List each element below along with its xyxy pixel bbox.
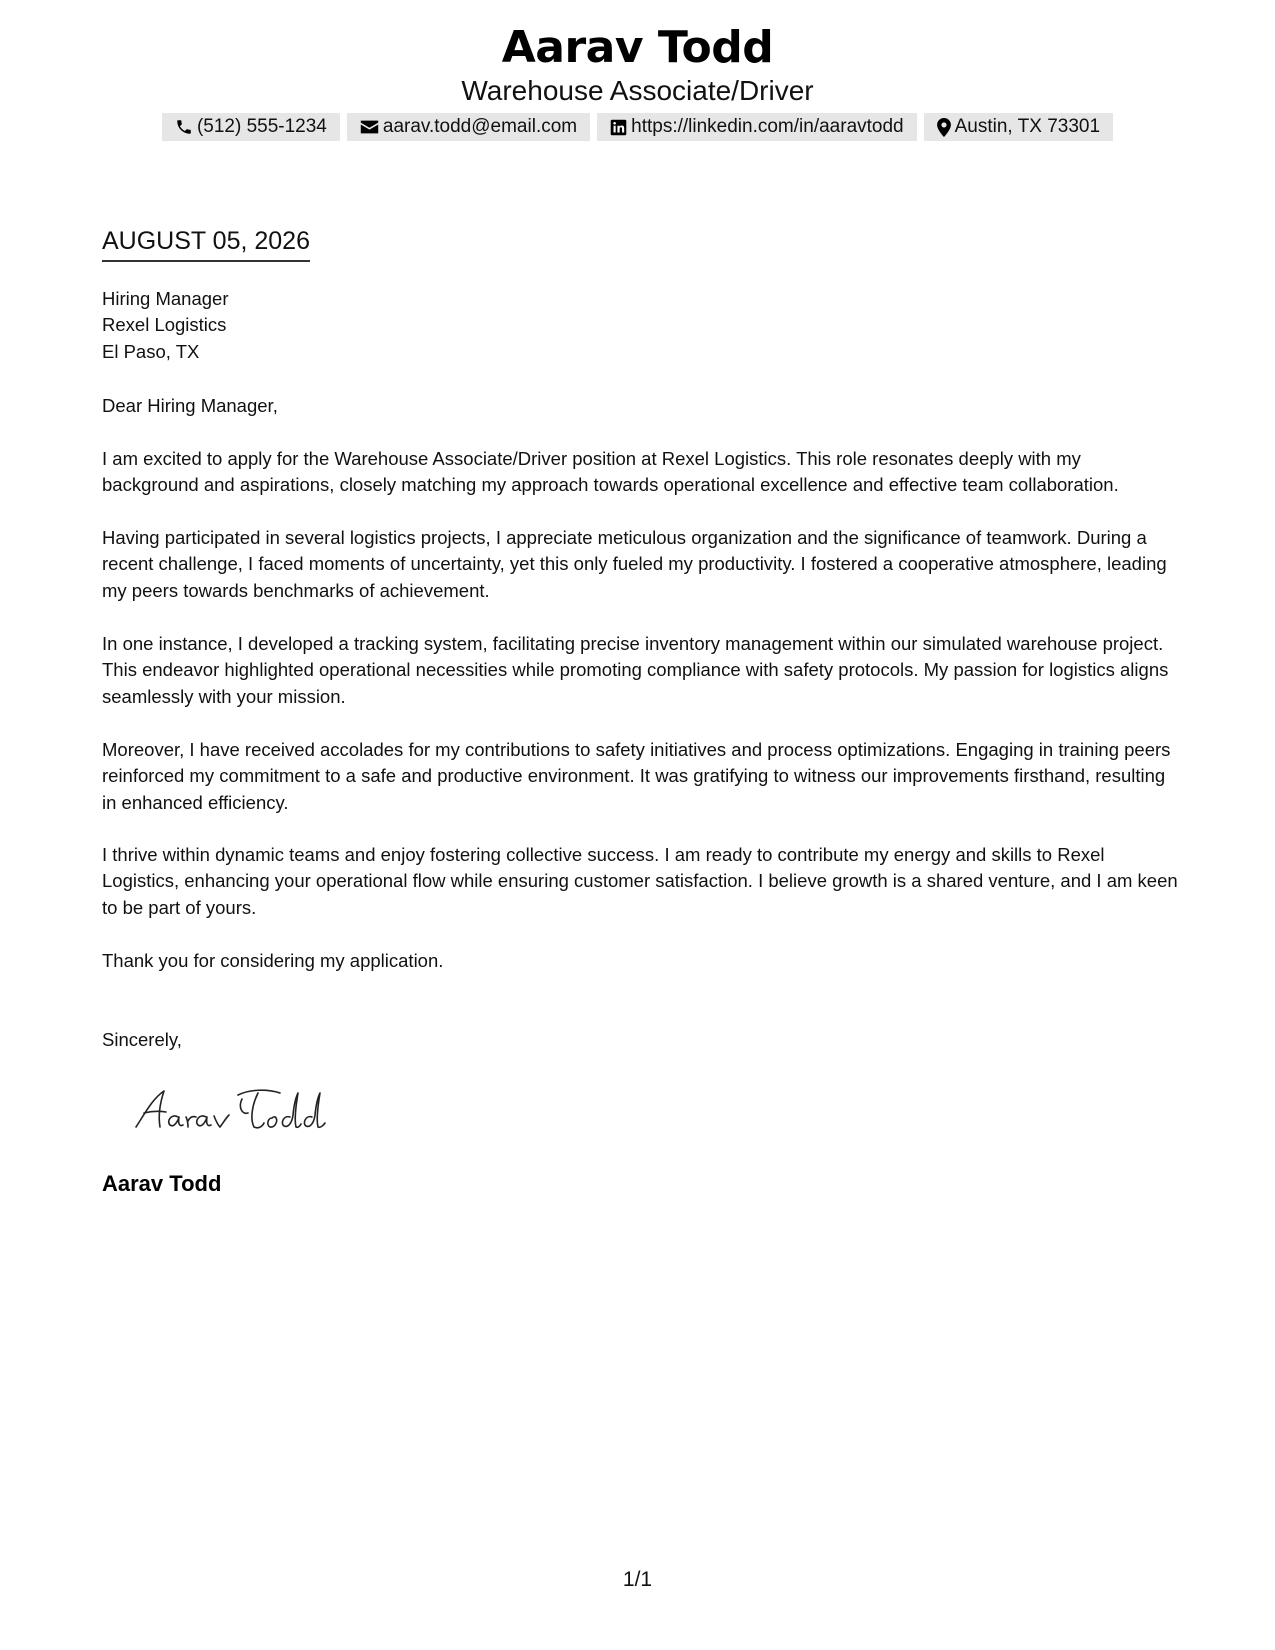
contact-location-text: Austin, TX 73301 (954, 116, 1101, 137)
contact-location (924, 113, 1113, 141)
letter-header (0, 22, 1275, 108)
envelope-icon (360, 119, 379, 135)
closing-line: Thank you for considering my application. (102, 950, 444, 971)
map-pin-icon (937, 118, 951, 137)
sign-off: Sincerely, (102, 1029, 182, 1050)
signer-name: Aarav Todd (102, 1171, 222, 1196)
recipient-block (102, 286, 1182, 365)
contact-bar (0, 113, 1275, 141)
contact-linkedin (597, 113, 917, 141)
contact-phone-text: (512) 555-1234 (196, 116, 327, 137)
linkedin-icon (610, 119, 627, 136)
recipient-location: El Paso, TX (102, 340, 200, 362)
body-paragraph: In one instance, I developed a tracking system, facilitating precise inventory management within our simulated warehouse project. This endeavor highlighted operational necessities while promoting compliance with safety protocols. My passion for logistics aligns seamlessly with your mission. (102, 633, 1169, 707)
body-paragraph: I am excited to apply for the Warehouse Associate/Driver position at Rexel Logistics. This role resonates deeply with my background and aspirations, closely matching my approach towards operational excellence and effective team collaboration. (102, 448, 1119, 496)
page-number: 1/1 (622, 1568, 653, 1591)
body-paragraph: I thrive within dynamic teams and enjoy fostering collective success. I am ready to contribute my energy and skills to Rexel Logistics, enhancing your operational flow while ensuring customer satisfaction. I believe growth is a shared venture, and I am keen to be part of yours. (102, 844, 1178, 918)
phone-icon (175, 118, 193, 136)
body-paragraph: Having participated in several logistics projects, I appreciate meticulous organization and the significance of teamwork. During a recent challenge, I faced moments of uncertainty, yet this only fueled my productivity. I fostered a cooperative atmosphere, leading my peers towards benchmarks of achievement. (102, 527, 1167, 601)
letter-date: AUGUST 05, 2026 (102, 226, 310, 262)
recipient-title: Hiring Manager (102, 288, 229, 309)
contact-linkedin-text: https://linkedin.com/in/aaravtodd (631, 116, 904, 137)
contact-phone (162, 113, 340, 141)
handwritten-signature (130, 1085, 340, 1135)
applicant-job-title: Warehouse Associate/Driver (461, 75, 814, 106)
recipient-company: Rexel Logistics (102, 314, 227, 336)
contact-email-text: aarav.todd@email.com (382, 116, 578, 137)
contact-email (347, 113, 590, 141)
salutation: Dear Hiring Manager, (102, 395, 278, 416)
body-paragraph: Moreover, I have received accolades for my contributions to safety initiatives and process optimizations. Engaging in training peers reinforced my commitment to a safe and productive environment. It was gratifying to witness our improvements firsthand, resulting in enhanced efficiency. (102, 739, 1171, 813)
applicant-name: Aarav Todd (501, 22, 774, 73)
